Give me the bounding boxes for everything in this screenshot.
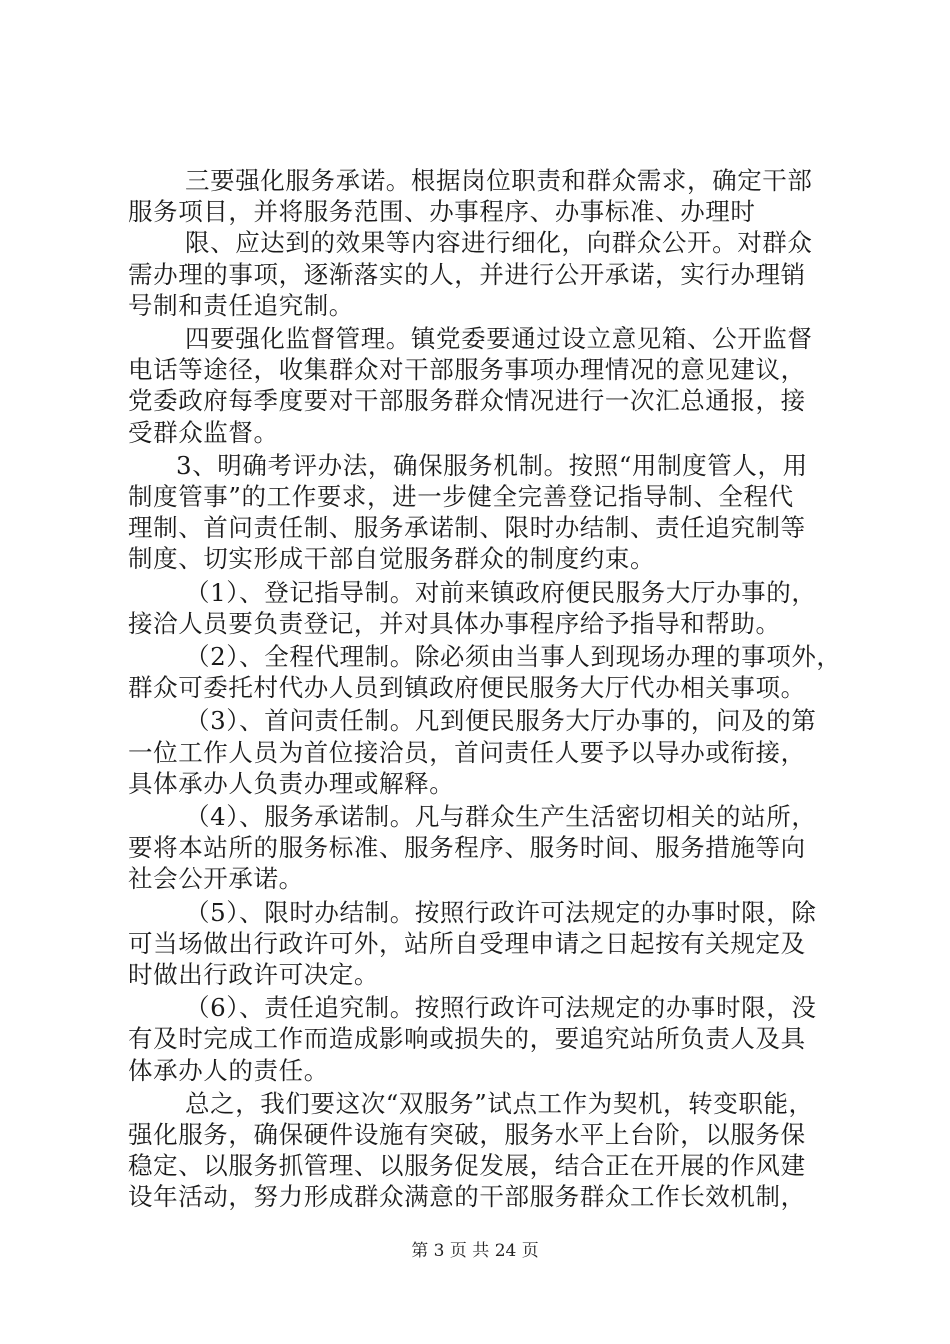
text-line: （3）、首问责任制。凡到便民服务大厅办事的，问及的第	[185, 706, 817, 735]
text-line: 设年活动，努力形成群众满意的干部服务群众工作长效机制，	[128, 1182, 806, 1211]
text-line: （4）、服务承诺制。凡与群众生产生活密切相关的站所，	[185, 802, 817, 831]
text-line: 时做出行政许可决定。	[128, 960, 379, 989]
text-line: 四要强化监督管理。镇党委要通过设立意见箱、公开监督	[185, 324, 813, 353]
text-line: 受群众监督。	[128, 418, 279, 447]
text-line: 稳定、以服务抓管理、以服务促发展，结合正在开展的作风建	[128, 1151, 806, 1180]
text-line: 群众可委托村代办人员到镇政府便民服务大厅代办相关事项。	[128, 673, 806, 702]
text-line: 理制、首问责任制、服务承诺制、限时办结制、责任追究制等	[128, 513, 806, 542]
text-line: 电话等途径，收集群众对干部服务事项办理情况的意见建议，	[128, 355, 806, 384]
page-number-footer: 第 3 页 共 24 页	[411, 1241, 539, 1261]
text-line: 总之，我们要这次“双服务”试点工作为契机，转变职能，	[185, 1089, 814, 1118]
text-line: 一位工作人员为首位接洽员，首问责任人要予以导办或衔接，	[128, 738, 806, 767]
text-line: （6）、责任追究制。按照行政许可法规定的办事时限，没	[185, 993, 817, 1022]
text-line: 限、应达到的效果等内容进行细化，向群众公开。对群众	[185, 228, 813, 257]
text-line: 制度、切实形成干部自觉服务群众的制度约束。	[128, 544, 656, 573]
text-line: 具体承办人负责办理或解释。	[128, 769, 455, 798]
text-line: 需办理的事项，逐渐落实的人，并进行公开承诺，实行办理销	[128, 260, 806, 289]
text-line: 有及时完成工作而造成影响或损失的，要追究站所负责人及具	[128, 1024, 806, 1053]
text-line: 制度管事”的工作要求，进一步健全完善登记指导制、全程代	[128, 482, 794, 511]
text-line: 党委政府每季度要对干部服务群众情况进行一次汇总通报，接	[128, 386, 806, 415]
text-line: 要将本站所的服务标准、服务程序、服务时间、服务措施等向	[128, 833, 806, 862]
text-line: 体承办人的责任。	[128, 1056, 329, 1085]
text-line: 服务项目，并将服务范围、办事程序、办事标准、办理时	[128, 197, 756, 226]
text-line: 强化服务，确保硬件设施有突破，服务水平上台阶，以服务保	[128, 1120, 806, 1149]
text-line: 三要强化服务承诺。根据岗位职责和群众需求，确定干部	[185, 166, 813, 195]
text-line: 3、明确考评办法，确保服务机制。按照“用制度管人，用	[176, 451, 808, 480]
text-line: 接洽人员要负责登记，并对具体办事程序给予指导和帮助。	[128, 609, 781, 638]
text-line: （5）、限时办结制。按照行政许可法规定的办事时限，除	[185, 898, 817, 927]
text-line: 社会公开承诺。	[128, 864, 304, 893]
text-line: （2）、全程代理制。除必须由当事人到现场办理的事项外，	[185, 642, 842, 671]
text-line: 号制和责任追究制。	[128, 291, 354, 320]
text-line: 可当场做出行政许可外，站所自受理申请之日起按有关规定及	[128, 929, 806, 958]
text-line: （1）、登记指导制。对前来镇政府便民服务大厅办事的，	[185, 578, 817, 607]
